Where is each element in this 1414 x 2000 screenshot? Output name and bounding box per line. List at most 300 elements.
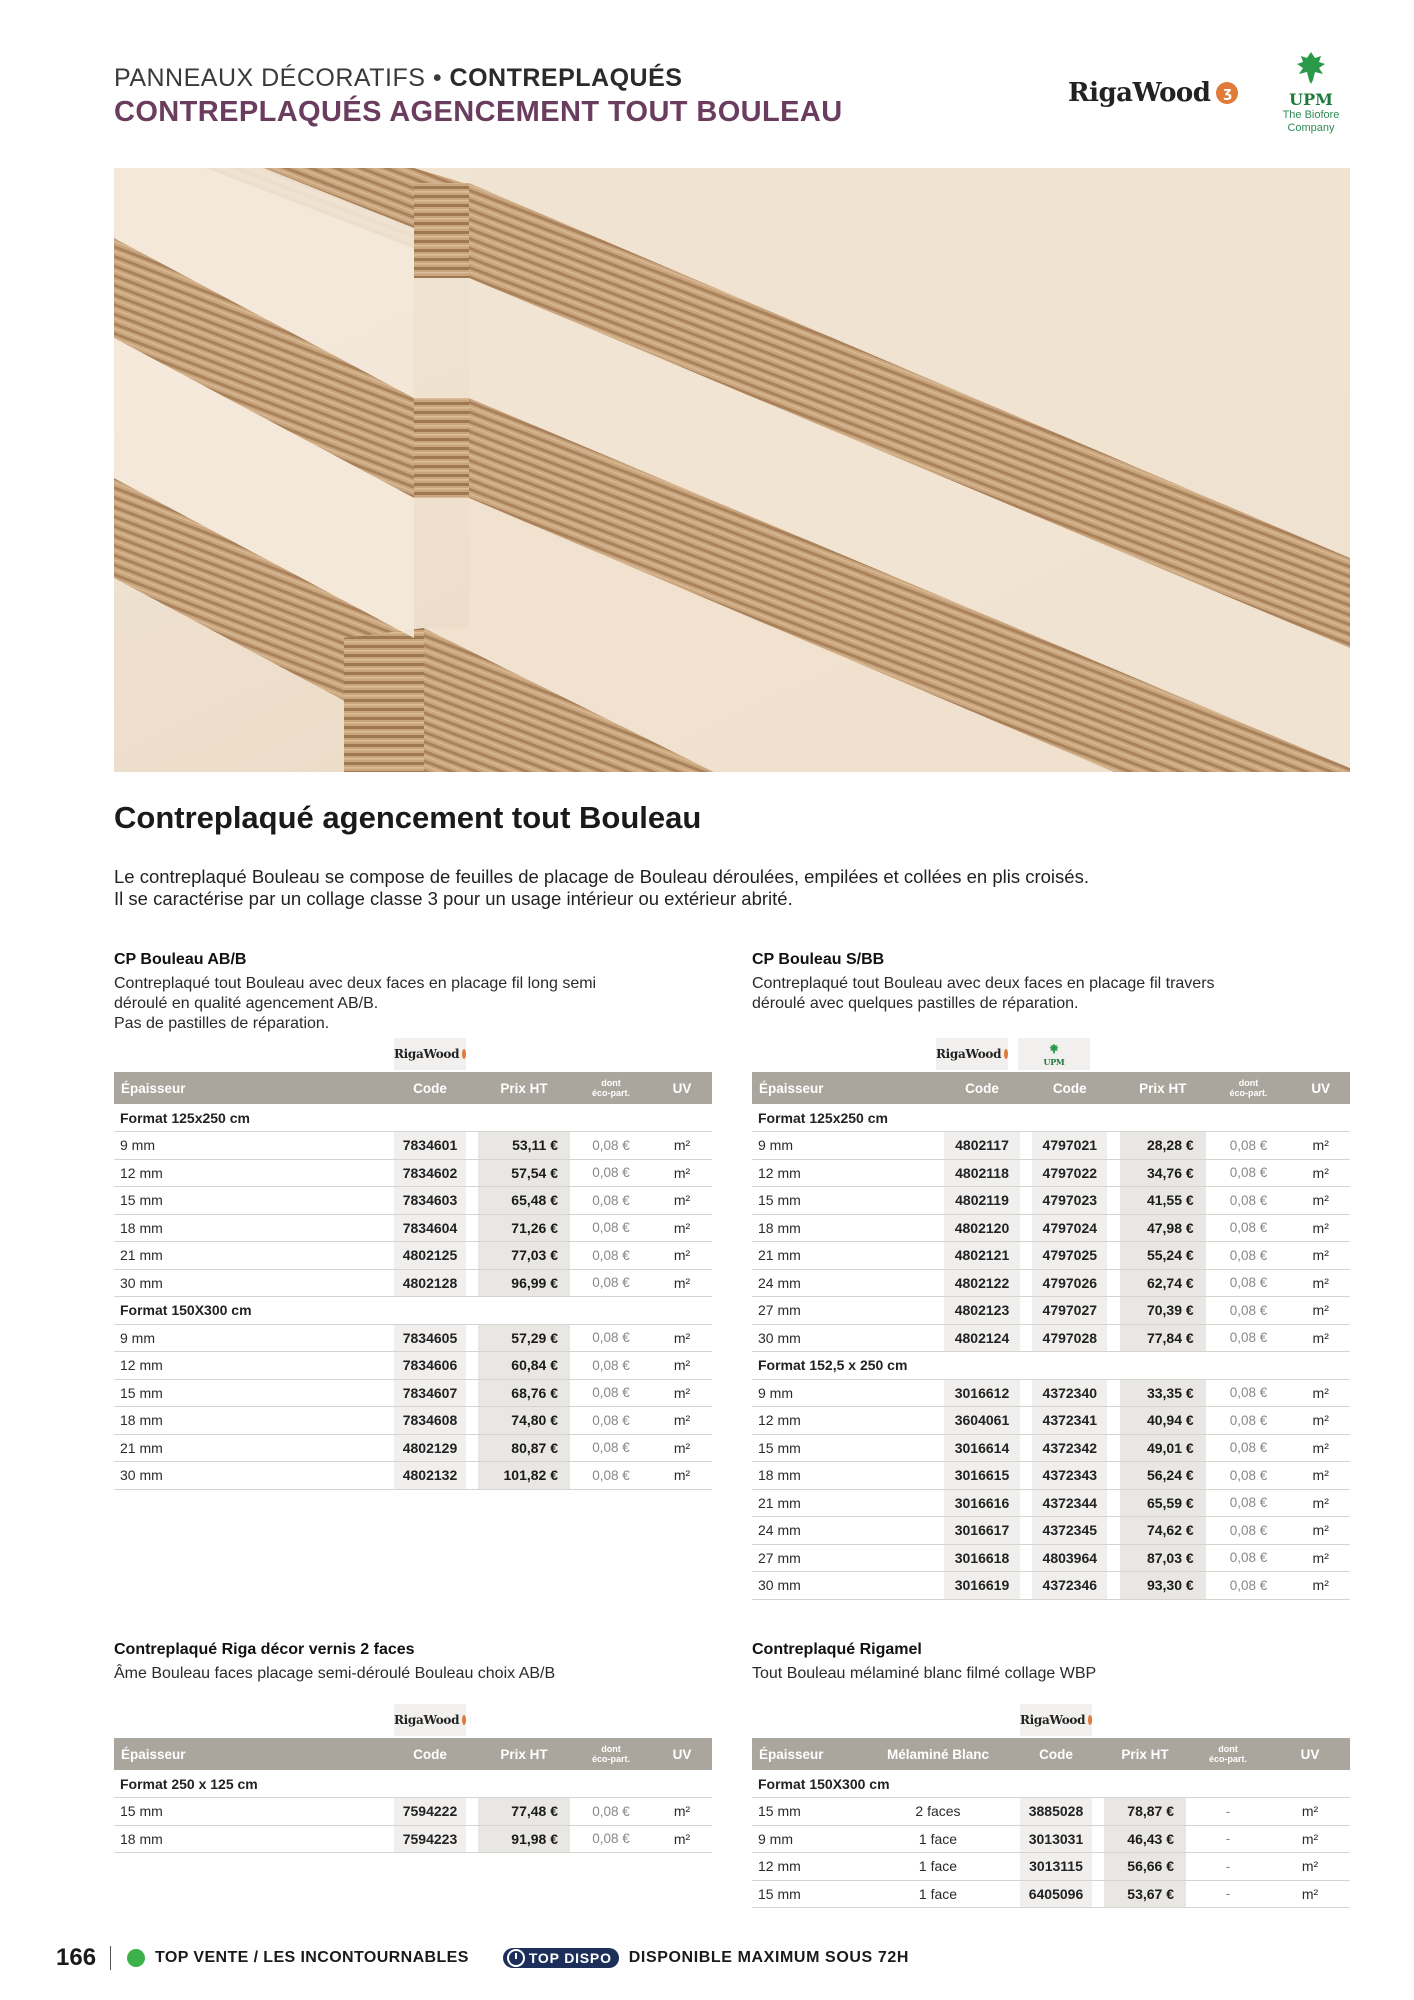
cell-gap	[1020, 1132, 1033, 1160]
cell-eco-part: 0,08 €	[1206, 1407, 1292, 1435]
col-prix: Prix HT	[478, 1738, 570, 1770]
eco-line-1: dont	[1238, 1078, 1259, 1088]
cell-code-upm: 4797026	[1032, 1269, 1107, 1297]
eco-line-2: éco-part.	[1229, 1088, 1268, 1098]
cell-gap	[1020, 1214, 1033, 1242]
cell-gap	[466, 1352, 478, 1380]
cell-gap	[1020, 1187, 1033, 1215]
breadcrumb-current: CONTREPLAQUÉS	[449, 64, 683, 92]
cell-melamine: 1 face	[856, 1880, 1020, 1908]
cell-code-rigawood: 4802117	[944, 1132, 1019, 1160]
cell-gap	[1107, 1214, 1120, 1242]
cell-prix: 40,94 €	[1120, 1407, 1206, 1435]
cell-epaisseur: 18 mm	[752, 1214, 944, 1242]
cell-uv: m²	[652, 1379, 712, 1407]
upm-logo-text: UPM	[1289, 90, 1333, 109]
cell-melamine: 1 face	[856, 1825, 1020, 1853]
cell-code: 7834608	[394, 1407, 466, 1435]
top-dispo-label: TOP DISPO	[528, 1950, 612, 1966]
cell-uv: m²	[652, 1187, 712, 1215]
cell-code-rigawood: 4802122	[944, 1269, 1019, 1297]
cell-code-rigawood: 3016614	[944, 1434, 1019, 1462]
cell-gap	[1107, 1517, 1120, 1545]
cell-uv: m²	[652, 1214, 712, 1242]
product-block-riga-decor	[114, 1640, 712, 1853]
cell-code: 7834601	[394, 1132, 466, 1160]
table-row	[752, 1187, 1350, 1215]
cell-code: 4802125	[394, 1242, 466, 1270]
table-row	[114, 1214, 712, 1242]
col-epaisseur: Épaisseur	[114, 1072, 394, 1104]
cell-gap	[1107, 1544, 1120, 1572]
cell-gap	[466, 1132, 478, 1160]
cell-epaisseur: 21 mm	[752, 1242, 944, 1270]
cell-epaisseur: 21 mm	[114, 1434, 394, 1462]
cell-eco-part: 0,08 €	[1206, 1214, 1292, 1242]
cell-gap	[1092, 1798, 1104, 1826]
cell-gap	[466, 1434, 478, 1462]
cell-code-rigawood: 4802124	[944, 1324, 1019, 1352]
cell-eco-part: 0,08 €	[570, 1214, 652, 1242]
rigawood-emblem-icon	[1004, 1049, 1008, 1059]
col-uv: UV	[1291, 1072, 1350, 1104]
desc-line: déroulé en qualité agencement AB/B.	[114, 995, 379, 1012]
cell-code-upm: 4372342	[1032, 1434, 1107, 1462]
cell-uv: m²	[1270, 1825, 1350, 1853]
table-row	[752, 1242, 1350, 1270]
cell-epaisseur: 15 mm	[752, 1434, 944, 1462]
cell-gap	[1092, 1853, 1104, 1881]
supplier-logos	[752, 1704, 1350, 1738]
cell-code: 3013031	[1020, 1825, 1092, 1853]
cell-gap	[466, 1242, 478, 1270]
rigawood-emblem-icon	[1088, 1715, 1092, 1725]
cell-gap	[1107, 1489, 1120, 1517]
cell-eco-part: 0,08 €	[1206, 1572, 1292, 1600]
cell-prix: 57,54 €	[478, 1159, 570, 1187]
cell-prix: 46,43 €	[1104, 1825, 1186, 1853]
cell-eco-part: 0,08 €	[570, 1187, 652, 1215]
cell-prix: 74,80 €	[478, 1407, 570, 1435]
cell-code: 4802132	[394, 1462, 466, 1490]
cell-uv: m²	[1291, 1407, 1350, 1435]
cell-code-rigawood: 4802123	[944, 1297, 1019, 1325]
col-uv: UV	[1270, 1738, 1350, 1770]
cell-gap	[1107, 1462, 1120, 1490]
cell-epaisseur: 15 mm	[752, 1880, 856, 1908]
product-photo	[114, 168, 1350, 772]
cell-uv: m²	[652, 1269, 712, 1297]
format-label: Format 125x250 cm	[114, 1104, 712, 1132]
section-intro	[114, 866, 1314, 910]
cell-uv: m²	[652, 1407, 712, 1435]
cell-uv: m²	[1291, 1132, 1350, 1160]
product-title: Contreplaqué Rigamel	[752, 1641, 922, 1658]
format-group-row	[752, 1104, 1350, 1132]
page-footer	[56, 1943, 909, 1973]
col-prix: Prix HT	[1104, 1738, 1186, 1770]
cell-code: 7594223	[394, 1825, 466, 1853]
cell-prix: 77,84 €	[1120, 1324, 1206, 1352]
cell-prix: 80,87 €	[478, 1434, 570, 1462]
cell-code: 7834602	[394, 1159, 466, 1187]
cell-gap	[466, 1159, 478, 1187]
cell-eco-part: 0,08 €	[1206, 1159, 1292, 1187]
cell-code-rigawood: 4802120	[944, 1214, 1019, 1242]
cell-code-rigawood: 3016616	[944, 1489, 1019, 1517]
cell-prix: 68,76 €	[478, 1379, 570, 1407]
cell-prix: 93,30 €	[1120, 1572, 1206, 1600]
cell-gap	[1020, 1489, 1033, 1517]
cell-gap	[466, 1187, 478, 1215]
cell-prix: 33,35 €	[1120, 1379, 1206, 1407]
rigawood-emblem-icon	[462, 1715, 466, 1725]
cell-prix: 56,24 €	[1120, 1462, 1206, 1490]
cell-code-upm: 4372345	[1032, 1517, 1107, 1545]
cell-code: 7834607	[394, 1379, 466, 1407]
cell-melamine: 2 faces	[856, 1798, 1020, 1826]
cell-prix: 96,99 €	[478, 1269, 570, 1297]
format-group-row	[114, 1297, 712, 1325]
upm-tagline-2: Company	[1287, 122, 1335, 134]
cell-epaisseur: 21 mm	[114, 1242, 394, 1270]
top-dispo-legend: DISPONIBLE MAXIMUM SOUS 72H	[628, 1949, 909, 1966]
supplier-logos	[752, 1038, 1350, 1072]
table-row	[114, 1269, 712, 1297]
cell-epaisseur: 12 mm	[752, 1853, 856, 1881]
format-group-row	[114, 1770, 712, 1798]
product-description	[114, 1664, 712, 1684]
cell-eco-part: 0,08 €	[1206, 1297, 1292, 1325]
desc-line: Contreplaqué tout Bouleau avec deux faces en placage fil travers	[752, 975, 1215, 992]
col-gap	[1107, 1072, 1120, 1104]
cell-code: 4802129	[394, 1434, 466, 1462]
table-row	[752, 1324, 1350, 1352]
eco-line-1: dont	[601, 1744, 621, 1754]
cell-eco-part: 0,08 €	[1206, 1517, 1292, 1545]
cell-gap	[1092, 1825, 1104, 1853]
table-row	[114, 1798, 712, 1826]
cell-uv: m²	[1270, 1880, 1350, 1908]
cell-eco-part: 0,08 €	[570, 1379, 652, 1407]
table-header	[114, 1072, 712, 1104]
col-prix: Prix HT	[1120, 1072, 1206, 1104]
cell-eco-part: 0,08 €	[570, 1159, 652, 1187]
cell-gap	[1020, 1297, 1033, 1325]
cell-code: 4802128	[394, 1269, 466, 1297]
cell-uv: m²	[1291, 1187, 1350, 1215]
upm-logo-chip	[1018, 1038, 1090, 1070]
cell-epaisseur: 27 mm	[752, 1297, 944, 1325]
stopwatch-icon	[507, 1949, 525, 1967]
cell-code-upm: 4797024	[1032, 1214, 1107, 1242]
cell-gap	[1107, 1407, 1120, 1435]
cell-gap	[1020, 1544, 1033, 1572]
upm-logo-text: UPM	[1043, 1056, 1065, 1067]
rigawood-logo-text: RigaWood	[936, 1047, 1002, 1061]
cell-gap	[466, 1462, 478, 1490]
product-description	[752, 1664, 1350, 1684]
col-uv: UV	[652, 1072, 712, 1104]
top-dispo-badge	[503, 1948, 619, 1968]
product-description	[114, 974, 712, 1034]
col-code: Code	[394, 1072, 466, 1104]
price-table-rigamel	[752, 1738, 1350, 1908]
supplier-logos	[114, 1704, 712, 1738]
table-row	[752, 1434, 1350, 1462]
cell-eco-part: 0,08 €	[570, 1798, 652, 1826]
section-title: Contreplaqué agencement tout Bouleau	[114, 800, 702, 835]
cell-code: 7594222	[394, 1798, 466, 1826]
eco-line-1: dont	[1218, 1744, 1238, 1754]
cell-gap	[466, 1269, 478, 1297]
cell-prix: 71,26 €	[478, 1214, 570, 1242]
cell-uv: m²	[1291, 1214, 1350, 1242]
cell-eco-part: 0,08 €	[570, 1132, 652, 1160]
cell-uv: m²	[652, 1798, 712, 1826]
cell-code-rigawood: 4802119	[944, 1187, 1019, 1215]
cell-code-upm: 4797025	[1032, 1242, 1107, 1270]
price-table-ab-b	[114, 1072, 712, 1490]
cell-code-rigawood: 3604061	[944, 1407, 1019, 1435]
cell-code-rigawood: 4802121	[944, 1242, 1019, 1270]
format-group-row	[752, 1770, 1350, 1798]
cell-eco-part: 0,08 €	[570, 1825, 652, 1853]
cell-eco-part: 0,08 €	[570, 1242, 652, 1270]
cell-epaisseur: 18 mm	[114, 1214, 394, 1242]
cell-epaisseur: 12 mm	[114, 1352, 394, 1380]
col-gap	[466, 1738, 478, 1770]
cell-code: 7834603	[394, 1187, 466, 1215]
cell-gap	[1020, 1379, 1033, 1407]
table-row	[752, 1379, 1350, 1407]
cell-eco-part: 0,08 €	[1206, 1379, 1292, 1407]
col-eco	[570, 1072, 652, 1104]
cell-code: 3013115	[1020, 1853, 1092, 1881]
rigawood-emblem-icon	[462, 1049, 466, 1059]
cell-prix: 34,76 €	[1120, 1159, 1206, 1187]
table-row	[752, 1825, 1350, 1853]
cell-gap	[1107, 1434, 1120, 1462]
cell-epaisseur: 9 mm	[752, 1379, 944, 1407]
cell-epaisseur: 15 mm	[752, 1798, 856, 1826]
cell-code-upm: 4803964	[1032, 1544, 1107, 1572]
table-row	[114, 1434, 712, 1462]
cell-uv: m²	[1291, 1434, 1350, 1462]
cell-gap	[1107, 1572, 1120, 1600]
cell-eco-part: 0,08 €	[1206, 1324, 1292, 1352]
cell-epaisseur: 9 mm	[752, 1825, 856, 1853]
cell-uv: m²	[1270, 1798, 1350, 1826]
cell-gap	[466, 1407, 478, 1435]
cell-code-rigawood: 3016619	[944, 1572, 1019, 1600]
cell-prix: 57,29 €	[478, 1324, 570, 1352]
cell-prix: 70,39 €	[1120, 1297, 1206, 1325]
cell-eco-part: 0,08 €	[570, 1352, 652, 1380]
cell-eco-part: 0,08 €	[570, 1407, 652, 1435]
product-title: CP Bouleau AB/B	[114, 951, 247, 968]
cell-epaisseur: 15 mm	[114, 1379, 394, 1407]
product-block-s-bb	[752, 950, 1350, 1600]
cell-epaisseur: 27 mm	[752, 1544, 944, 1572]
table-row	[114, 1324, 712, 1352]
cell-uv: m²	[1291, 1159, 1350, 1187]
cell-gap	[1107, 1379, 1120, 1407]
format-label: Format 150X300 cm	[752, 1770, 1350, 1798]
format-label: Format 125x250 cm	[752, 1104, 1350, 1132]
cell-uv: m²	[652, 1825, 712, 1853]
table-row	[114, 1352, 712, 1380]
format-label: Format 150X300 cm	[114, 1297, 712, 1325]
cell-code-upm: 4797022	[1032, 1159, 1107, 1187]
rigawood-logo-text: RigaWood	[394, 1713, 460, 1727]
table-row	[752, 1489, 1350, 1517]
cell-code: 3885028	[1020, 1798, 1092, 1826]
col-uv: UV	[652, 1738, 712, 1770]
cell-uv: m²	[652, 1434, 712, 1462]
col-prix: Prix HT	[478, 1072, 570, 1104]
rigawood-logo-chip	[394, 1704, 466, 1736]
cell-gap	[1020, 1462, 1033, 1490]
col-epaisseur: Épaisseur	[114, 1738, 394, 1770]
cell-gap	[1020, 1159, 1033, 1187]
cell-eco-part: 0,08 €	[570, 1324, 652, 1352]
cell-epaisseur: 18 mm	[114, 1825, 394, 1853]
col-gap	[1020, 1072, 1033, 1104]
cell-gap	[466, 1798, 478, 1826]
cell-eco-part: 0,08 €	[1206, 1462, 1292, 1490]
table-row	[752, 1853, 1350, 1881]
eco-line-1: dont	[601, 1078, 621, 1088]
rigawood-logo-text: RigaWood	[394, 1047, 460, 1061]
cell-prix: 53,67 €	[1104, 1880, 1186, 1908]
desc-line: Tout Bouleau mélaminé blanc filmé collage WBP	[752, 1665, 1097, 1682]
cell-code-upm: 4372344	[1032, 1489, 1107, 1517]
cell-gap	[1107, 1159, 1120, 1187]
cell-gap	[1020, 1434, 1033, 1462]
cell-uv: m²	[652, 1242, 712, 1270]
table-row	[752, 1517, 1350, 1545]
cell-code-upm: 4372340	[1032, 1379, 1107, 1407]
cell-prix: 74,62 €	[1120, 1517, 1206, 1545]
cell-epaisseur: 30 mm	[114, 1462, 394, 1490]
product-title: CP Bouleau S/BB	[752, 951, 885, 968]
rigawood-logo-text: RigaWood	[1020, 1713, 1086, 1727]
table-header	[752, 1738, 1350, 1770]
cell-uv: m²	[1291, 1297, 1350, 1325]
table-row	[752, 1407, 1350, 1435]
product-description	[752, 974, 1350, 1014]
cell-prix: 60,84 €	[478, 1352, 570, 1380]
table-row	[114, 1407, 712, 1435]
cell-eco-part: -	[1186, 1798, 1270, 1826]
cell-uv: m²	[1291, 1462, 1350, 1490]
table-row	[114, 1462, 712, 1490]
col-code: Code	[1020, 1738, 1092, 1770]
table-row	[752, 1462, 1350, 1490]
table-row	[752, 1132, 1350, 1160]
upm-griffin-icon	[1048, 1043, 1060, 1055]
category-breadcrumb	[114, 62, 843, 94]
product-block-rigamel	[752, 1640, 1350, 1908]
table-row	[752, 1297, 1350, 1325]
format-group-row	[752, 1352, 1350, 1380]
format-label: Format 250 x 125 cm	[114, 1770, 712, 1798]
cell-uv: m²	[652, 1324, 712, 1352]
cell-code-upm: 4797028	[1032, 1324, 1107, 1352]
top-vente-dot-icon	[127, 1949, 145, 1967]
cell-code: 6405096	[1020, 1880, 1092, 1908]
desc-line: Contreplaqué tout Bouleau avec deux faces en placage fil long semi	[114, 975, 597, 992]
cell-prix: 62,74 €	[1120, 1269, 1206, 1297]
table-header	[114, 1738, 712, 1770]
table-row	[752, 1572, 1350, 1600]
cell-code-upm: 4797021	[1032, 1132, 1107, 1160]
table-row	[752, 1269, 1350, 1297]
desc-line: déroulé avec quelques pastilles de réparation.	[752, 995, 1079, 1012]
cell-code-upm: 4372343	[1032, 1462, 1107, 1490]
cell-prix: 53,11 €	[478, 1132, 570, 1160]
cell-epaisseur: 21 mm	[752, 1489, 944, 1517]
eco-line-2: éco-part.	[591, 1088, 630, 1098]
table-row	[114, 1825, 712, 1853]
price-table-s-bb	[752, 1072, 1350, 1600]
cell-uv: m²	[1291, 1572, 1350, 1600]
cell-code: 7834604	[394, 1214, 466, 1242]
cell-gap	[466, 1214, 478, 1242]
cell-gap	[1107, 1132, 1120, 1160]
cell-uv: m²	[1291, 1324, 1350, 1352]
page-title: CONTREPLAQUÉS AGENCEMENT TOUT BOULEAU	[114, 96, 843, 128]
cell-uv: m²	[1270, 1853, 1350, 1881]
eco-line-2: éco-part.	[591, 1754, 630, 1764]
rigawood-emblem-icon: ʒ	[1216, 82, 1238, 104]
cell-code: 7834605	[394, 1324, 466, 1352]
cell-eco-part: 0,08 €	[1206, 1132, 1292, 1160]
table-row	[752, 1159, 1350, 1187]
cell-uv: m²	[652, 1132, 712, 1160]
cell-gap	[1092, 1880, 1104, 1908]
col-eco	[1206, 1072, 1292, 1104]
desc-line: Âme Bouleau faces placage semi-déroulé Bouleau choix AB/B	[114, 1665, 556, 1682]
upm-griffin-icon	[1293, 50, 1329, 86]
format-label: Format 152,5 x 250 cm	[752, 1352, 1350, 1380]
cell-epaisseur: 9 mm	[114, 1324, 394, 1352]
cell-eco-part: -	[1186, 1880, 1270, 1908]
cell-prix: 56,66 €	[1104, 1853, 1186, 1881]
cell-eco-part: 0,08 €	[1206, 1544, 1292, 1572]
cell-epaisseur: 24 mm	[752, 1517, 944, 1545]
cell-eco-part: 0,08 €	[570, 1269, 652, 1297]
format-group-row	[114, 1104, 712, 1132]
table-row	[114, 1187, 712, 1215]
cell-gap	[1107, 1324, 1120, 1352]
cell-code-rigawood: 3016618	[944, 1544, 1019, 1572]
rigawood-logo-chip	[936, 1038, 1008, 1070]
cell-gap	[466, 1324, 478, 1352]
cell-prix: 41,55 €	[1120, 1187, 1206, 1215]
cell-epaisseur: 9 mm	[752, 1132, 944, 1160]
rigawood-logo-chip	[394, 1038, 466, 1070]
col-epaisseur: Épaisseur	[752, 1738, 856, 1770]
cell-epaisseur: 12 mm	[752, 1407, 944, 1435]
cell-uv: m²	[1291, 1269, 1350, 1297]
col-code: Code	[394, 1738, 466, 1770]
cell-gap	[466, 1825, 478, 1853]
cell-prix: 78,87 €	[1104, 1798, 1186, 1826]
cell-epaisseur: 30 mm	[114, 1269, 394, 1297]
product-block-ab-b	[114, 950, 712, 1490]
